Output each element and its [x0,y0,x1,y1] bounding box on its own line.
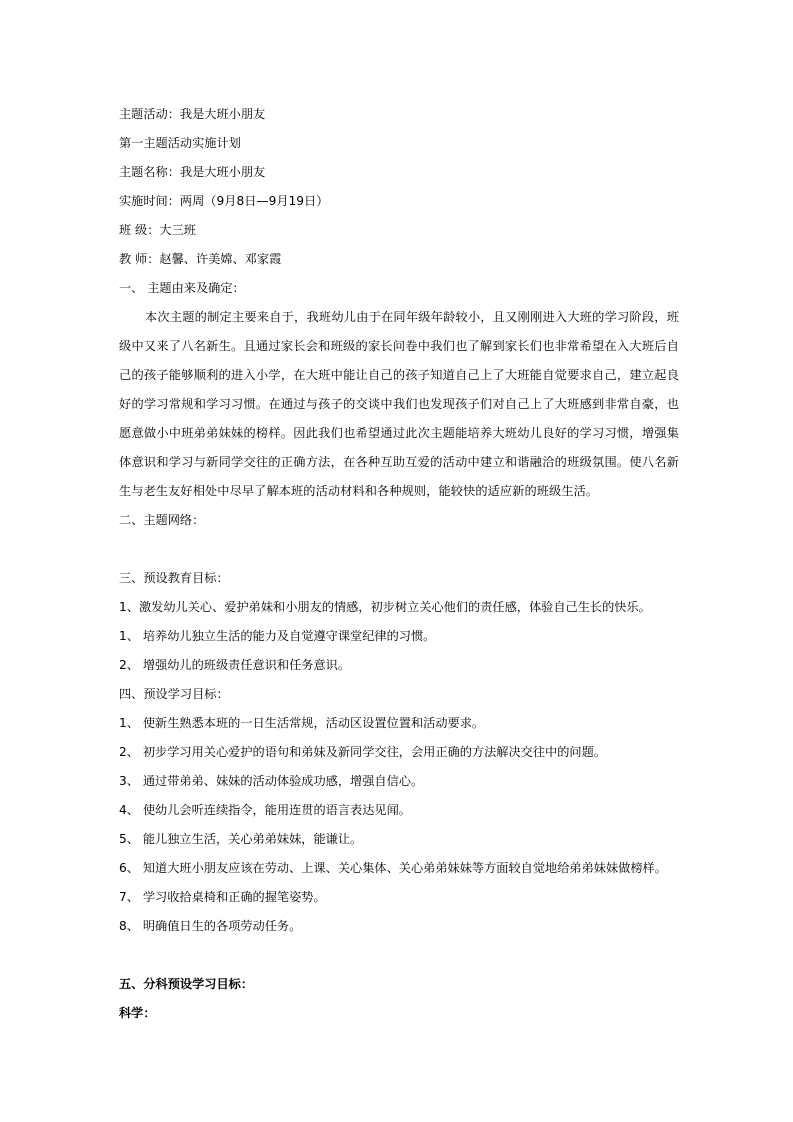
section-4-heading: 四、预设学习目标： [119,687,229,701]
learning-goal-item: 8、 明确值日生的各项劳动任务。 [119,919,302,933]
learning-goal-item: 3、 通过带弟弟、妹妹的活动体验成功感，增强自信心。 [119,774,424,788]
section-2-heading: 二、主题网络： [119,513,205,527]
class-line: 班 级：大三班 [119,223,196,237]
section-3-heading: 三、预设教育目标： [119,571,229,585]
learning-goal-item: 4、 使幼儿会听连续指令，能用连贯的语言表达见闻。 [119,803,411,817]
duration-line: 实施时间：两周（9月8日—9月19日） [119,194,329,208]
section-1-paragraph: 本次主题的制定主要来自于，我班幼儿由于在同年级年龄较小，且又刚刚进入大班的学习阶段，班级中又来了八名新生。且通过家长会和班级的家长问卷中我们也了解到家长们也非常希望在入大班后自己的孩子能够顺利的进入小学，在大班中能让自己的孩子知道自己上了大班能自觉要求自己，建立起良好的学习常规和学习习惯。在通过与孩子的交谈中我们也发现孩子们对自己上了大班感到非常自豪，也愿意做小中班弟弟妹妹的榜样。因此我们也希望通过此次主题能培养大班幼儿良好的学习习惯，增强集体意识和学习与新同学交往的正确方法，在各种互助互爱的活动中建立和谐融洽的班级氛围。使八名新生与老生友好相处中尽早了解本班的活动材料和各种规则，能较快的适应新的班级生活。 [119,310,679,498]
learning-goal-item: 1、 使新生熟悉本班的一日生活常规，活动区设置位置和活动要求。 [119,716,485,730]
plan-title: 第一主题活动实施计划 [119,136,241,150]
blank-line [119,535,679,564]
learning-goal-item: 5、 能儿独立生活，关心弟弟妹妹，能谦让。 [119,832,363,846]
section-5-heading: 五、分科预设学习目标： [119,977,254,991]
teachers-line: 教 师：赵馨、许美嫦、邓家霞 [119,252,282,266]
science-subheading: 科学： [119,1006,156,1020]
education-goal-item: 1、激发幼儿关心、爱护弟妹和小朋友的情感，初步树立关心他们的责任感，体验自己生长的快乐。 [119,600,651,614]
learning-goal-item: 2、 初步学习用关心爱护的语句和弟妹及新同学交往，会用正确的方法解决交往中的问题。 [119,745,606,759]
section-1-heading: 一、 主题由来及确定： [119,281,245,295]
theme-activity-line: 主题活动：我是大班小朋友 [119,107,266,121]
theme-name-line: 主题名称：我是大班小朋友 [119,165,266,179]
education-goal-item: 2、 增强幼儿的班级责任意识和任务意识。 [119,658,351,672]
blank-line [119,941,679,970]
learning-goal-item: 7、 学习收拾桌椅和正确的握笔姿势。 [119,890,326,904]
education-goal-item: 1、 培养幼儿独立生活的能力及自觉遵守课堂纪律的习惯。 [119,629,436,643]
document-body [119,100,679,1028]
learning-goal-item: 6、 知道大班小朋友应该在劳动、上课、关心集体、关心弟弟妹妹等方面较自觉地给弟弟妹妹做榜样。 [119,861,667,875]
